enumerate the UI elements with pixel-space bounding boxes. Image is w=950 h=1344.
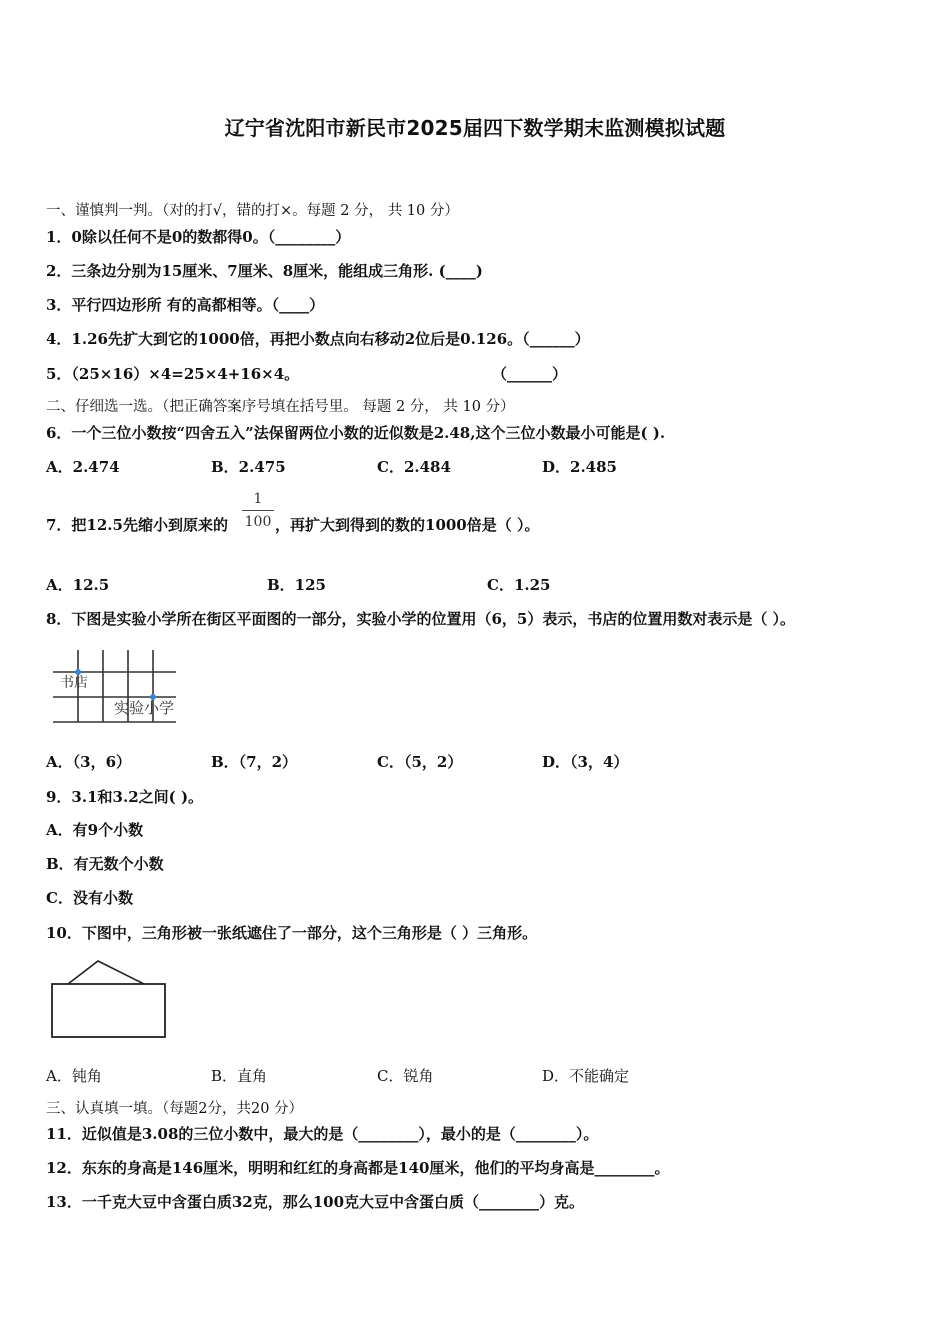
question-10: 10．下图中，三角形被一张纸遮住了一部分，这个三角形是（ ）三角形。 <box>46 924 538 942</box>
question-4: 4．1.26先扩大到它的1000倍，再把小数点向右移动2位后是0.126。（______） <box>46 330 590 348</box>
question-3: 3．平行四边形所 有的高都相等。（____） <box>46 296 325 314</box>
q7-option-a: A．12.5 <box>46 576 110 594</box>
q9-option-b: B．有无数个小数 <box>46 855 164 873</box>
triangle-visible-edges <box>68 961 144 984</box>
question-5: 5．（25×16）×4=25×4+16×4。 <box>46 365 300 383</box>
q7-fraction <box>242 490 274 531</box>
covering-paper-rect <box>52 984 165 1037</box>
street-grid-figure <box>48 646 198 726</box>
question-7-after: ，再扩大到得到的数的1000倍是（ ）。 <box>275 516 540 534</box>
q7-option-c: C．1.25 <box>487 576 551 594</box>
q6-option-d: D．2.485 <box>542 458 617 476</box>
q9-option-a: A．有9个小数 <box>46 821 144 839</box>
school-label: 实验小学 <box>114 699 175 717</box>
q7-fraction-numerator: 1 <box>253 491 263 507</box>
section-3-heading: 三、认真填一填。（每题2分，共20 分） <box>46 1101 304 1117</box>
question-9: 9．3.1和3.2之间( )。 <box>46 788 204 806</box>
q7-option-b: B．125 <box>267 576 326 594</box>
q6-option-b: B．2.475 <box>211 458 286 476</box>
bookstore-label: 书店 <box>60 675 88 691</box>
q10-option-c: C．锐角 <box>377 1067 434 1085</box>
q8-option-a: A．（3，6） <box>46 753 132 771</box>
q8-option-d: D．（3，4） <box>542 753 629 771</box>
q9-option-c: C．没有小数 <box>46 889 133 907</box>
section-1-heading: 一、谨慎判一判。（对的打√，错的打×。每题 2 分， 共 10 分） <box>46 203 459 219</box>
question-1: 1．0除以任何不是0的数都得0。（________） <box>46 228 351 246</box>
question-12: 12．东东的身高是146厘米，明明和红红的身高都是140厘米，他们的平均身高是________。 <box>46 1159 670 1177</box>
page-title: 辽宁省沈阳市新民市2025届四下数学期末监测模拟试题 <box>224 116 726 140</box>
q8-option-b: B．（7，2） <box>211 753 298 771</box>
q10-option-b: B．直角 <box>211 1067 268 1085</box>
question-5-blank: （______） <box>492 365 568 383</box>
q8-option-c: C．（5，2） <box>377 753 463 771</box>
question-2: 2．三条边分别为15厘米、7厘米、8厘米，能组成三角形. (____) <box>46 262 483 280</box>
covered-triangle-figure <box>48 956 170 1042</box>
question-11: 11．近似值是3.08的三位小数中，最大的是（________），最小的是（________）。 <box>46 1125 599 1143</box>
question-7-before: 7．把12.5先缩小到原来的 <box>46 516 228 534</box>
q7-fraction-denominator: 100 <box>244 514 272 530</box>
q10-option-a: A．钝角 <box>46 1067 102 1085</box>
q6-option-a: A．2.474 <box>46 458 120 476</box>
question-8: 8．下图是实验小学所在街区平面图的一部分，实验小学的位置用（6，5）表示，书店的位置用数对表示是（ ）。 <box>46 610 796 628</box>
q6-option-c: C．2.484 <box>377 458 451 476</box>
section-2-heading: 二、仔细选一选。（把正确答案序号填在括号里。 每题 2 分， 共 10 分） <box>46 399 515 415</box>
question-6: 6．一个三位小数按“四舍五入”法保留两位小数的近似数是2.48,这个三位小数最小可能是( ). <box>46 424 666 442</box>
question-13: 13．一千克大豆中含蛋白质32克，那么100克大豆中含蛋白质（________）克。 <box>46 1193 585 1211</box>
q7-fraction-bar <box>242 510 274 511</box>
q10-option-d: D．不能确定 <box>542 1067 630 1085</box>
